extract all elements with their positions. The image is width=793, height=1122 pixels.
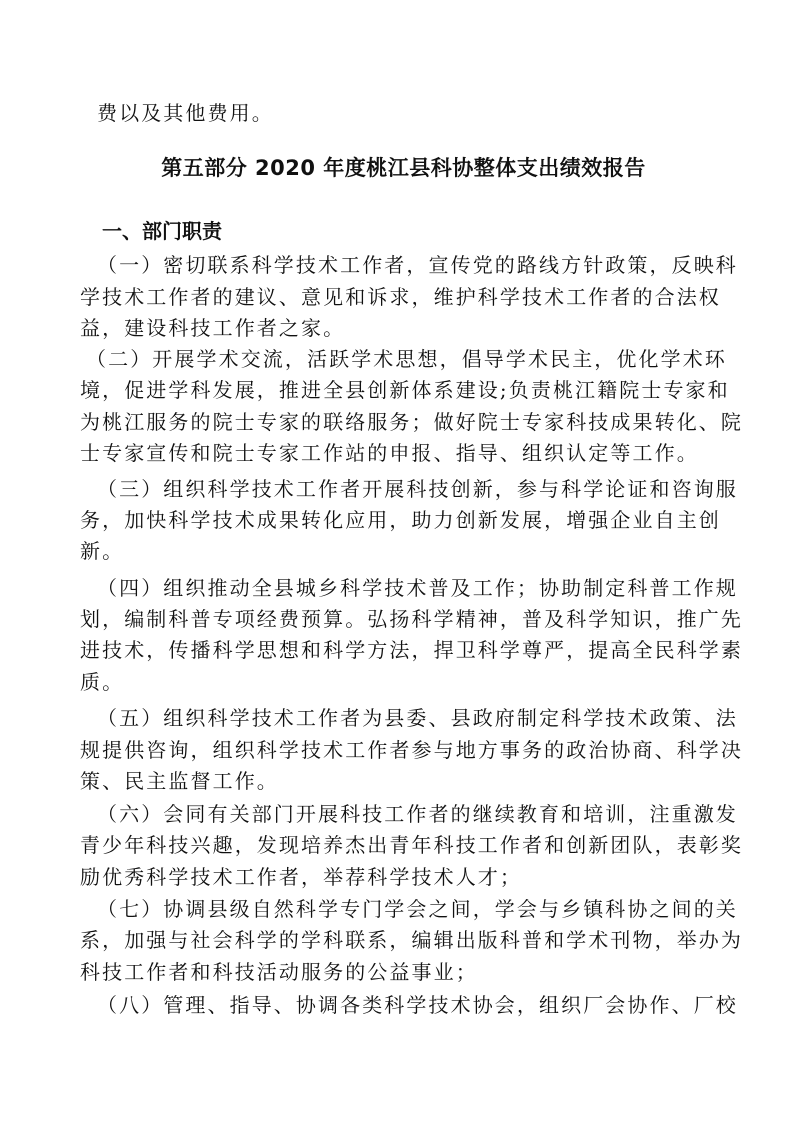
paragraph-line: （一）密切联系科学技术工作者，宣传党的路线方针政策，反映科 xyxy=(97,253,738,277)
paragraph-line: （五）组织科学技术工作者为县委、县政府制定科学技术政策、法 xyxy=(97,706,738,730)
paragraph-line: 新。 xyxy=(80,539,125,563)
paragraph-line: 务，加快科学技术成果转化应用，助力创新发展，增强企业自主创 xyxy=(80,508,721,532)
paragraph-line: 士专家宣传和院士专家工作站的申报、指导、组织认定等工作。 xyxy=(80,441,699,465)
paragraph-line: 为桃江服务的院士专家的联络服务；做好院士专家科技成果转化、院 xyxy=(80,410,743,434)
paragraph-line: 科技工作者和科技活动服务的公益事业； xyxy=(80,960,478,984)
paragraph-line: 励优秀科学技术工作者，举荐科学技术人才； xyxy=(80,865,522,889)
paragraph-line: （三）组织科学技术工作者开展科技创新，参与科学论证和咨询服 xyxy=(97,477,738,501)
subsection-heading: 一、部门职责 xyxy=(102,219,222,243)
paragraph-line: 益，建设科技工作者之家。 xyxy=(80,316,346,340)
paragraph-line: 学技术工作者的建议、意见和诉求，维护科学技术工作者的合法权 xyxy=(80,285,721,309)
paragraph-line: 策、民主监督工作。 xyxy=(80,769,279,793)
paragraph-line: （四）组织推动全县城乡科学技术普及工作；协助制定科普工作规 xyxy=(97,576,738,600)
paragraph-line: 质。 xyxy=(80,670,125,694)
section-title: 第五部分 2020 年度桃江县科协整体支出绩效报告 xyxy=(161,156,646,180)
continuation-text: 费以及其他费用。 xyxy=(97,101,274,125)
paragraph-line: 境，促进学科发展，推进全县创新体系建设;负责桃江籍院士专家和 xyxy=(80,378,730,402)
paragraph-line: 进技术，传播科学思想和科学方法，捍卫科学尊严，提高全民科学素 xyxy=(80,638,743,662)
paragraph-line: （七）协调县级自然科学专门学会之间，学会与乡镇科协之间的关 xyxy=(97,897,738,921)
paragraph-line: 划，编制科普专项经费预算。弘扬科学精神，普及科学知识，推广先 xyxy=(80,607,743,631)
paragraph-line: （八）管理、指导、协调各类科学技术协会，组织厂会协作、厂校 xyxy=(97,993,738,1017)
paragraph-line: 青少年科技兴趣，发现培养杰出青年科技工作者和创新团队，表彰奖 xyxy=(80,833,743,857)
paragraph-line: （六）会同有关部门开展科技工作者的继续教育和培训，注重激发 xyxy=(97,802,738,826)
paragraph-line: 系，加强与社会科学的学科联系，编辑出版科普和学术刊物，举办为 xyxy=(80,928,743,952)
paragraph-line: （二）开展学术交流，活跃学术思想，倡导学术民主，优化学术环 xyxy=(86,347,727,371)
paragraph-line: 规提供咨询，组织科学技术工作者参与地方事务的政治协商、科学决 xyxy=(80,738,743,762)
